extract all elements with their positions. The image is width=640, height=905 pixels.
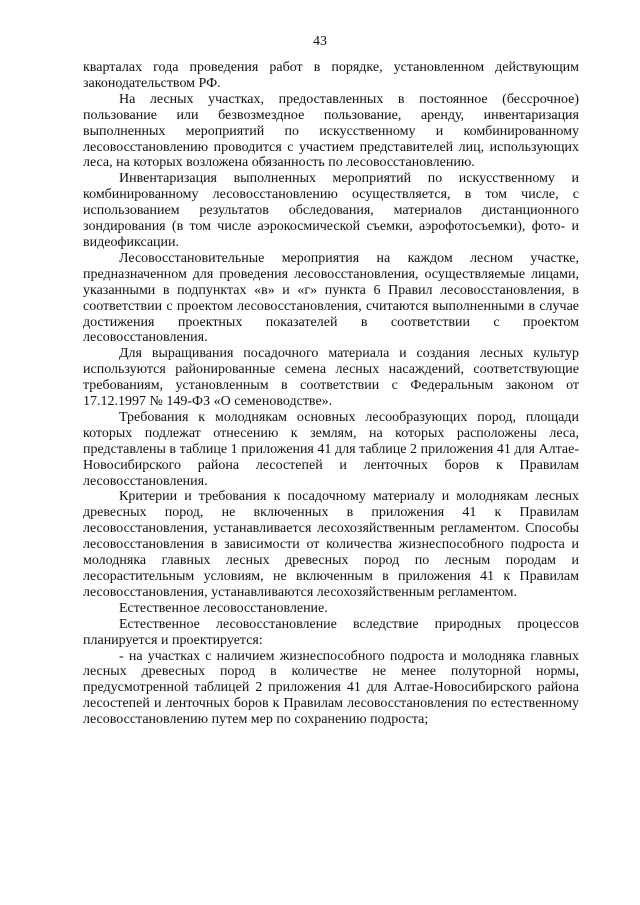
paragraph-criteria-planting-material: Критерии и требования к посадочному материалу и молоднякам лесных древесных пород, не включенных в приложения 41 к Правилам лесовосстановления, устанавливается лесохозяйственным регламентом. Способы лесовосстановления в зависимости от количества жизнеспособного подроста и молодняка главных лесных древесных пород по лесным породам и лесорастительным условиям, не включенным в приложения 41 к Правилам лесовосстановления, устанавливаются лесохозяйственным регламентом.: [83, 489, 579, 600]
paragraph-inventory-participants: На лесных участках, предоставленных в постоянное (бессрочное) пользование или безвозмездное пользование, аренду, инвентаризация выполненных мероприятий по искусственному и комбинированному лесовосстановлению проводится с участием представителей лиц, использующих леса, на которых возложена обязанность по лесовосстановлению.: [83, 91, 579, 171]
paragraph-natural-reforestation-planning: Естественное лесовосстановление вследствие природных процессов планируется и проектируется:: [83, 616, 579, 648]
document-body: [83, 60, 579, 728]
paragraph-inventory-methods: Инвентаризация выполненных мероприятий по искусственному и комбинированному лесовосстановлению осуществляется, в том числе, с использованием результатов обследования, материалов дистанционного зондирования (в том числе аэрокосмической съемки, аэрофотосъемки), фото- и видеофиксации.: [83, 171, 579, 250]
paragraph-natural-reforestation-heading: Естественное лесовосстановление.: [119, 600, 328, 616]
paragraph-reforestation-measures: Лесовосстановительные мероприятия на каждом лесном участке, предназначенном для проведения лесовосстановления, осуществляемые лицами, указанными в подпунктах «в» и «г» пункта 6 Правил лесовосстановления, в соответствии с проектом лесовосстановления, считаются выполненными в случае достижения проектных показателей в соответствии с проектом лесовосстановления.: [83, 250, 579, 346]
paragraph-continuation: кварталах года проведения работ в порядке, установленном действующим законодательством РФ.: [83, 60, 579, 91]
paragraph-list-item-undergrowth: - на участках с наличием жизнеспособного подроста и молодняка главных лесных древесных пород в количестве не менее полуторной нормы, предусмотренной таблицей 2 приложения 41 для Алтае-Новосибирского района лесостепей и ленточных боров к Правилам лесовосстановления по естественному лесовосстановлению путем мер по сохранению подроста;: [83, 648, 579, 728]
paragraph-seed-requirements: Для выращивания посадочного материала и создания лесных культур используются районированные семена лесных насаждений, соответствующие требованиям, установленным в соответствии с Федеральным законом от 17.12.1997 № 149-ФЗ «О семеноводстве».: [83, 346, 579, 410]
page-number: 43: [313, 34, 327, 49]
paragraph-young-stand-requirements: Требования к молоднякам основных лесообразующих пород, площади которых подлежат отнесению к землям, на которых расположены леса, представлены в таблице 1 приложения 41 для таблице 2 приложения 41 для Алтае-Новосибирского района лесостепей и ленточных боров к Правилам лесовосстановления.: [83, 409, 579, 489]
